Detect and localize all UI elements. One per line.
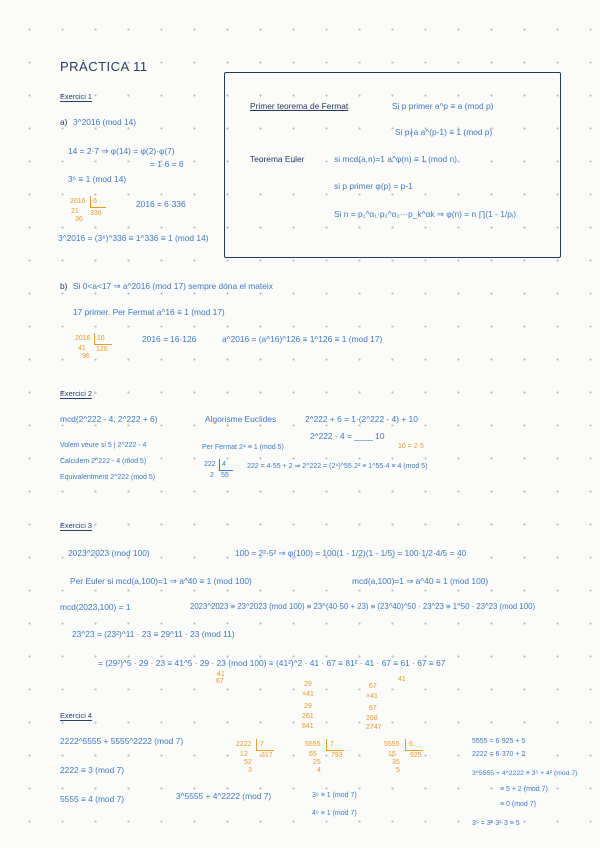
ex3-chain-3: = (29²)^5 · 29 · 23 ≡ 41^5 · 29 · 23 (mod 100) ≡ (41²)^2 · 41 · 67 ≡ 81² · 41 · 67 ≡ 61 · 67 ≡ 67 — [98, 658, 446, 668]
ex2-fermat: Per Fermat 2⁴ ≡ 1 (mod 5) — [202, 444, 284, 451]
ex4-result-6: 3⁵ = 3²·3²·3 ≡ 5 — [472, 820, 520, 827]
ex4-congruence-3: 3^5555 + 4^2222 (mod 7) — [176, 791, 272, 801]
ex4-div2-quotient: 793 — [331, 752, 343, 759]
ex2-expression: mcd(2^222 - 4, 2^222 + 6) — [60, 414, 158, 424]
ex2-division-line — [219, 470, 233, 471]
ex2-division-remainder: 2 — [210, 472, 214, 479]
ex1-phi-14: 14 = 2·7 ⇒ φ(14) = φ(2)·φ(7) — [68, 146, 175, 156]
ex1-result-a: 3^2016 = (3⁶)^336 ≡ 1^336 ≡ 1 (mod 14) — [58, 233, 209, 243]
ex3-mult-2-e: 2747 — [366, 724, 382, 731]
euler-line-1: si mcd(a,n)=1 a^φ(n) ≡ 1 (mod n) — [334, 154, 457, 164]
ex3-mcd: mcd(2023,100) = 1 — [60, 602, 131, 612]
ex4-div3-quotient: 925 — [410, 752, 422, 759]
ex4-div3-remainder: 5 — [396, 767, 400, 774]
ex2-step-2: 2^222 - 4 = ____ 10 — [310, 431, 385, 441]
ex4-div1-r2: 52 — [244, 759, 252, 766]
ex1b-division-divisor: 16 — [97, 335, 105, 342]
ex1-division-line — [90, 207, 106, 208]
ex1-division-r2: 36 — [75, 216, 83, 223]
ex1b-division-line — [94, 344, 112, 345]
ex1b-division-quotient: 126 — [96, 346, 108, 353]
ex4-div3-bar — [405, 739, 406, 750]
ex4-div2-bar — [326, 739, 327, 750]
ex4-div3-r2: 35 — [392, 759, 400, 766]
euler-line-3: Si n = p₁^α₁·p₂^α₂···p_k^αk ⇒ φ(n) = n ∏(1 - 1/pᵢ) — [334, 209, 517, 219]
ex2-note-3: Equivalentment 2^222 (mod 5) — [60, 474, 156, 481]
ex1-a-label: a) — [60, 117, 68, 127]
ex3-euler-2: mcd(a,100)=1 ⇒ a^40 ≡ 1 (mod 100) — [352, 576, 489, 586]
ex4-div2-r2: 25 — [313, 759, 321, 766]
ex2-division-dividend: 222 — [204, 461, 216, 468]
ex4-div1-r1: 12 — [240, 751, 248, 758]
ex4-div1-quotient: 317 — [261, 752, 273, 759]
ex4-div1-remainder: 3 — [248, 767, 252, 774]
ex4-result-1: 5555 = 6·925 + 5 — [472, 738, 526, 745]
ex4-result-5: ≡ 0 (mod 7) — [500, 801, 536, 808]
theorem-box — [224, 72, 561, 258]
ex3-sub-67: 67 — [216, 678, 224, 685]
ex3-sub-41b: 41 — [398, 676, 406, 683]
ex1b-division-bar — [94, 333, 95, 344]
ex4-fermat-4: 4⁶ ≡ 1 (mod 7) — [312, 810, 357, 817]
ex1-b-text: Si 0<a<17 ⇒ a^2016 (mod 17) sempre dóna el mateix — [73, 281, 273, 291]
ex2-algorithm: Algorisme Euclides — [205, 414, 277, 424]
ex1-division-bar — [90, 196, 91, 207]
ex3-mult-1-c: 29 — [304, 703, 312, 710]
ex2-division-bar — [219, 459, 220, 470]
ex3-mult-1-e: 841 — [302, 723, 314, 730]
ex3-mult-2-c: 67 — [369, 705, 377, 712]
ex2-division-quotient: 55 — [221, 472, 229, 479]
ex4-result-2: 2222 = 6·370 + 2 — [472, 751, 526, 758]
ex4-div2-divisor: 7 — [330, 741, 334, 748]
ex3-sub-41: 41 — [217, 671, 225, 678]
ex4-div3-dividend: 5555 — [384, 741, 400, 748]
ex1-division-divisor: 6 — [93, 198, 97, 205]
ex2-ten: 10 = 2·5 — [398, 443, 424, 450]
ex4-div1-line — [256, 750, 274, 751]
ex3-mult-2-d: 268 — [366, 715, 378, 722]
ex2-step-1: 2^222 + 6 = 1·(2^222 - 4) + 10 — [305, 414, 418, 424]
ex1-b-label: b) — [60, 281, 68, 291]
page-title: PRÀCTICA 11 — [60, 59, 148, 74]
ex3-mult-2-b: ×41 — [366, 693, 378, 700]
ex1-equation-2016b: 2016 = 16·126 — [142, 334, 197, 344]
ex4-result-3: 3^5555 + 4^2222 ≡ 3⁵ + 4² (mod 7) — [472, 770, 578, 777]
euler-line-2: si p primer φ(p) = p-1 — [334, 181, 413, 191]
exercise-3-heading: Exercici 3 — [60, 521, 93, 530]
ex2-chain: 222 = 4·55 + 2 ⇒ 2^222 = (2⁴)^55·2² ≡ 1^55·4 ≡ 4 (mod 5) — [247, 463, 428, 470]
ex4-congruence-2: 5555 ≡ 4 (mod 7) — [60, 794, 125, 804]
ex4-div3-divisor: 6 — [409, 741, 413, 748]
ex2-note-2: Calculem 2^222 - 4 (mod 5) — [60, 458, 147, 465]
ex1-a-expression: 3^2016 (mod 14) — [73, 117, 137, 127]
ex3-euler: Per Euler si mcd(a,100)=1 ⇒ a^40 ≡ 1 (mod 100) — [70, 576, 252, 586]
ex4-fermat-3: 3⁶ ≡ 1 (mod 7) — [312, 792, 357, 799]
exercise-2-heading: Exercici 2 — [60, 389, 93, 398]
ex4-div2-dividend: 5555 — [305, 741, 321, 748]
fermat-line-1: Si p primer a^p ≡ a (mod p) — [392, 101, 494, 111]
ex1b-division-r1: 41 — [78, 345, 86, 352]
ex1-division-r1: 21 — [71, 208, 79, 215]
ex4-div2-line — [326, 750, 344, 751]
ex4-div1-divisor: 7 — [260, 741, 264, 748]
exercise-1-heading: Exercici 1 — [60, 92, 93, 101]
ex4-congruence-1: 2222 ≡ 3 (mod 7) — [60, 765, 125, 775]
ex4-result-4: ≡ 5 + 2 (mod 7) — [500, 786, 548, 793]
ex4-div2-remainder: 4 — [317, 767, 321, 774]
ex3-expression: 2023^2023 (mod 100) — [68, 548, 150, 558]
ex3-chain-2: 23^23 = (23²)^11 · 23 ≡ 29^11 · 23 (mod 11) — [72, 629, 235, 639]
ex3-mult-2-a: 67 — [369, 683, 377, 690]
ex3-mult-1-a: 29 — [304, 681, 312, 688]
ex4-div1-dividend: 2222 — [236, 741, 252, 748]
fermat-line-2: Si p∤a a^(p-1) ≡ 1 (mod p) — [395, 127, 493, 137]
ex3-mult-1-d: 261 — [302, 713, 314, 720]
ex4-div1-bar — [256, 739, 257, 750]
euler-heading: Teorema Euler — [250, 154, 305, 164]
ex1-b-fermat: 17 primer. Per Fermat a^16 ≡ 1 (mod 17) — [73, 307, 225, 317]
ex4-div2-r1: 65 — [309, 751, 317, 758]
ex3-chain-1: 2023^2023 ≡ 23^2023 (mod 100) ≡ 23^(40·50 + 23) ≡ (23^40)^50 · 23^23 ≡ 1^50 · 23^23 (mod 100) — [190, 602, 536, 611]
exercise-4-heading: Exercici 4 — [60, 711, 93, 720]
ex1-phi-14-result: = 1·6 = 6 — [150, 159, 184, 169]
ex1-division-dividend: 2016 — [70, 198, 86, 205]
ex2-division-divisor: 4 — [222, 461, 226, 468]
ex1-result-b: a^2016 = (a^16)^126 ≡ 1^126 ≡ 1 (mod 17) — [222, 334, 383, 344]
ex1-equation-2016: 2016 = 6·336 — [136, 199, 186, 209]
ex1-congruence: 3⁶ ≡ 1 (mod 14) — [68, 174, 127, 184]
ex4-div3-r1: 15 — [388, 751, 396, 758]
ex1b-division-dividend: 2016 — [75, 335, 91, 342]
ex2-note-1: Volem veure si 5 | 2^222 - 4 — [60, 442, 147, 449]
ex4-expression: 2222^5555 + 5555^2222 (mod 7) — [60, 736, 184, 746]
ex1-division-quotient: 336 — [90, 210, 102, 217]
ex3-phi-100: 100 = 2²·5² ⇒ φ(100) = 100(1 - 1/2)(1 - 1/5) = 100·1/2·4/5 = 40 — [235, 548, 467, 558]
ex3-mult-1-b: ×41 — [302, 691, 314, 698]
ex1b-division-r2: 96 — [82, 353, 90, 360]
ex4-div3-line — [405, 750, 423, 751]
fermat-heading: Primer teorema de Fermat — [250, 101, 349, 111]
